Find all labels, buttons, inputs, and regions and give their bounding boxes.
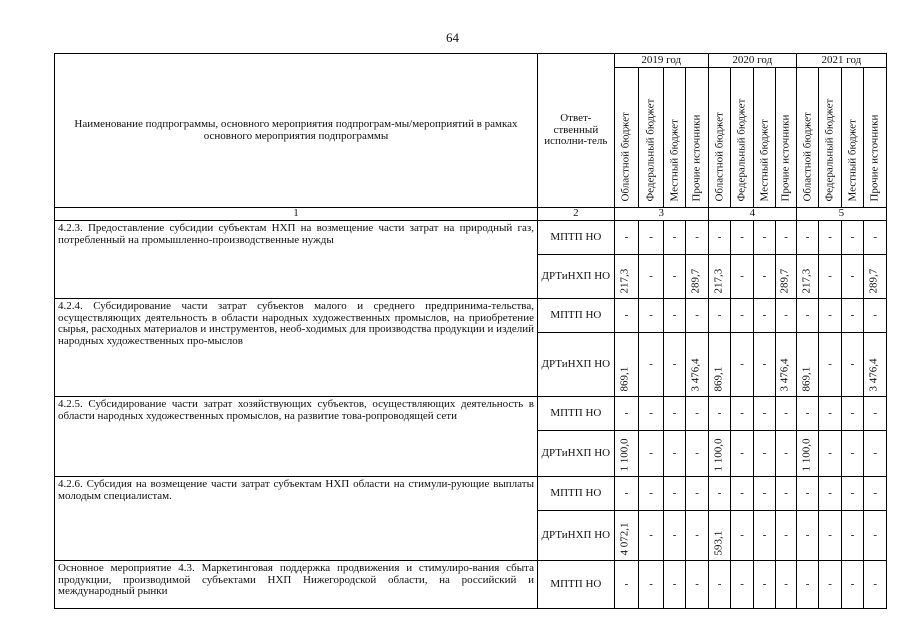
value-cell: [663, 477, 686, 511]
value-cell: [708, 397, 731, 431]
value-cell: [841, 477, 864, 511]
cell-value: -: [828, 446, 832, 459]
value-cell: [819, 397, 842, 431]
value-cell: [841, 299, 864, 333]
cell-value: -: [873, 406, 877, 419]
cell-value: -: [762, 577, 767, 590]
value-cell: [686, 333, 709, 397]
table-row: [55, 397, 887, 431]
value-cell: [686, 299, 709, 333]
cell-value: -: [695, 406, 699, 419]
cell-value: -: [850, 528, 855, 541]
value-cell: [776, 561, 796, 609]
cell-value: 4 072,1: [618, 523, 631, 556]
value-cell: [639, 397, 664, 431]
cell-value: -: [649, 406, 653, 419]
cell-value: -: [695, 446, 699, 459]
cell-value: -: [850, 486, 855, 499]
cell-value: -: [873, 308, 877, 321]
responsible-executor: МПТП НО: [537, 299, 614, 333]
value-cell: [796, 511, 819, 561]
header-source-label: Прочие источники: [779, 115, 792, 202]
header-source-cell: [731, 68, 754, 208]
cell-value: -: [762, 446, 767, 459]
cell-value: -: [873, 577, 877, 590]
header-source-cell: [708, 68, 731, 208]
col-number: 4: [708, 208, 796, 221]
value-cell: [819, 561, 842, 609]
col-number: 2: [537, 208, 614, 221]
cell-value: -: [717, 577, 722, 590]
value-cell: [663, 397, 686, 431]
cell-value: -: [695, 528, 699, 541]
activity-name: 4.2.5. Субсидирование части затрат хозяйствующих субъектов, осуществляющих деятельность в области народных художественных промыслов, на развитие това-ропроводящей сети: [55, 397, 538, 477]
value-cell: [639, 511, 664, 561]
budget-table: [54, 53, 887, 609]
cell-value: -: [762, 528, 767, 541]
value-cell: [864, 255, 887, 299]
header-source-cell: [753, 68, 776, 208]
header-source-cell: [614, 68, 639, 208]
cell-value: -: [850, 577, 855, 590]
cell-value: -: [762, 486, 767, 499]
value-cell: [708, 333, 731, 397]
value-cell: [614, 221, 639, 255]
responsible-executor: МПТП НО: [537, 477, 614, 511]
value-cell: [776, 255, 796, 299]
cell-value: -: [672, 528, 677, 541]
table-row: [55, 299, 887, 333]
cell-value: 3 476,4: [778, 359, 791, 392]
value-cell: [753, 477, 776, 511]
value-cell: [776, 299, 796, 333]
value-cell: [731, 221, 754, 255]
value-cell: [708, 561, 731, 609]
value-cell: [819, 255, 842, 299]
value-cell: [686, 561, 709, 609]
cell-value: -: [762, 357, 767, 370]
col-number: 3: [614, 208, 708, 221]
value-cell: [753, 397, 776, 431]
value-cell: [731, 431, 754, 477]
activity-name: 4.2.4. Субсидирование части затрат субъектов малого и среднего предпринима-тельства, осуществляющих деятельность в области народных художественных промыслов, на приобретение сырья, расходных материалов и инструментов, необ-ходимых для производства продукции и изделий народных художественных про-мыслов: [55, 299, 538, 397]
cell-value: -: [828, 269, 832, 282]
value-cell: [663, 255, 686, 299]
page-number: 64: [446, 30, 459, 45]
value-cell: [864, 333, 887, 397]
cell-value: -: [717, 308, 722, 321]
value-cell: [819, 221, 842, 255]
value-cell: [639, 299, 664, 333]
value-cell: [776, 477, 796, 511]
header-source-label: Местный бюджет: [668, 119, 680, 202]
value-cell: [686, 397, 709, 431]
cell-value: -: [805, 486, 810, 499]
header-source-label: Федеральный бюджет: [644, 99, 657, 202]
value-cell: [614, 561, 639, 609]
header-source-label: Прочие источники: [868, 115, 881, 202]
value-cell: [614, 397, 639, 431]
cell-value: -: [828, 308, 832, 321]
header-source-cell: [841, 68, 864, 208]
cell-value: -: [784, 308, 788, 321]
value-cell: [841, 333, 864, 397]
cell-value: -: [850, 406, 855, 419]
cell-value: 3 476,4: [689, 359, 702, 392]
table-row: [55, 561, 887, 609]
value-cell: [639, 477, 664, 511]
cell-value: -: [740, 577, 744, 590]
value-cell: [686, 255, 709, 299]
value-cell: [708, 255, 731, 299]
cell-value: -: [828, 357, 832, 370]
header-source-cell: [864, 68, 887, 208]
header-source-label: Областной бюджет: [713, 112, 726, 202]
cell-value: -: [695, 230, 699, 243]
cell-value: -: [717, 486, 722, 499]
cell-value: -: [740, 446, 744, 459]
value-cell: [614, 255, 639, 299]
cell-value: -: [762, 269, 767, 282]
cell-value: -: [624, 486, 629, 499]
cell-value: 217,3: [618, 269, 631, 294]
table-row: [55, 221, 887, 255]
cell-value: -: [850, 269, 855, 282]
value-cell: [864, 299, 887, 333]
header-source-cell: [639, 68, 664, 208]
responsible-executor: ДРТиНХП НО: [537, 255, 614, 299]
cell-value: 1 100,0: [618, 439, 631, 472]
value-cell: [663, 299, 686, 333]
cell-value: -: [805, 230, 810, 243]
value-cell: [841, 561, 864, 609]
cell-value: 217,3: [800, 269, 813, 294]
col-number: 1: [55, 208, 538, 221]
cell-value: -: [850, 446, 855, 459]
cell-value: -: [624, 406, 629, 419]
cell-value: -: [850, 230, 855, 243]
value-cell: [841, 431, 864, 477]
value-cell: [731, 299, 754, 333]
value-cell: [614, 431, 639, 477]
cell-value: -: [672, 269, 677, 282]
header-source-label: Прочие источники: [690, 115, 703, 202]
value-cell: [796, 397, 819, 431]
cell-value: -: [784, 446, 788, 459]
cell-value: -: [740, 308, 744, 321]
value-cell: [639, 333, 664, 397]
cell-value: -: [672, 230, 677, 243]
cell-value: 869,1: [712, 367, 725, 392]
value-cell: [864, 561, 887, 609]
cell-value: -: [624, 230, 629, 243]
cell-value: -: [624, 308, 629, 321]
value-cell: [663, 511, 686, 561]
cell-value: -: [828, 406, 832, 419]
value-cell: [708, 511, 731, 561]
value-cell: [864, 511, 887, 561]
value-cell: [796, 299, 819, 333]
cell-value: -: [805, 406, 810, 419]
cell-value: -: [649, 577, 653, 590]
cell-value: -: [649, 486, 653, 499]
cell-value: -: [649, 308, 653, 321]
value-cell: [686, 477, 709, 511]
cell-value: -: [784, 230, 788, 243]
cell-value: -: [805, 577, 810, 590]
value-cell: [614, 299, 639, 333]
cell-value: -: [828, 486, 832, 499]
responsible-executor: ДРТиНХП НО: [537, 511, 614, 561]
value-cell: [753, 221, 776, 255]
cell-value: -: [649, 528, 653, 541]
activity-name: 4.2.3. Предоставление субсидии субъектам НХП на возмещение части затрат на природный газ, потребленный на промышленно-производственные нужды: [55, 221, 538, 299]
col-number: 5: [796, 208, 886, 221]
value-cell: [731, 511, 754, 561]
header-source-label: Областной бюджет: [619, 112, 632, 202]
cell-value: -: [784, 577, 788, 590]
header-source-cell: [819, 68, 842, 208]
header-source-label: Федеральный бюджет: [823, 99, 836, 202]
value-cell: [776, 333, 796, 397]
value-cell: [796, 561, 819, 609]
value-cell: [753, 561, 776, 609]
value-cell: [864, 397, 887, 431]
value-cell: [663, 221, 686, 255]
header-name-column: Наименование подпрограммы, основного мероприятия подпрограм-мы/мероприятий в рамках основного мероприятия подпрограммы: [55, 54, 538, 208]
value-cell: [663, 431, 686, 477]
value-cell: [796, 255, 819, 299]
header-source-cell: [796, 68, 819, 208]
cell-value: 1 100,0: [712, 439, 725, 472]
cell-value: -: [873, 230, 877, 243]
value-cell: [639, 561, 664, 609]
cell-value: -: [740, 486, 744, 499]
cell-value: -: [649, 269, 653, 282]
responsible-executor: ДРТиНХП НО: [537, 431, 614, 477]
value-cell: [864, 477, 887, 511]
cell-value: 3 476,4: [867, 359, 880, 392]
cell-value: -: [695, 577, 699, 590]
cell-value: -: [762, 406, 767, 419]
cell-value: -: [828, 577, 832, 590]
cell-value: -: [672, 577, 677, 590]
value-cell: [841, 221, 864, 255]
cell-value: -: [672, 486, 677, 499]
value-cell: [819, 511, 842, 561]
cell-value: -: [805, 308, 810, 321]
header-source-label: Федеральный бюджет: [735, 99, 748, 202]
value-cell: [819, 431, 842, 477]
value-cell: [639, 431, 664, 477]
cell-value: 289,7: [778, 269, 791, 294]
value-cell: [753, 511, 776, 561]
cell-value: 869,1: [800, 367, 813, 392]
header-year-2020: 2020 год: [708, 54, 796, 68]
header-year-2019: 2019 год: [614, 54, 708, 68]
cell-value: -: [805, 528, 810, 541]
header-source-label: Областной бюджет: [801, 112, 814, 202]
value-cell: [614, 511, 639, 561]
cell-value: 869,1: [618, 367, 631, 392]
cell-value: -: [649, 446, 653, 459]
value-cell: [796, 477, 819, 511]
value-cell: [731, 561, 754, 609]
value-cell: [686, 221, 709, 255]
value-cell: [639, 221, 664, 255]
cell-value: -: [873, 486, 877, 499]
cell-value: 217,3: [712, 269, 725, 294]
cell-value: 593,1: [712, 531, 725, 556]
cell-value: -: [784, 486, 788, 499]
cell-value: -: [762, 308, 767, 321]
responsible-executor: ДРТиНХП НО: [537, 333, 614, 397]
value-cell: [776, 221, 796, 255]
cell-value: -: [740, 528, 744, 541]
cell-value: -: [672, 357, 677, 370]
cell-value: -: [740, 406, 744, 419]
cell-value: 1 100,0: [800, 439, 813, 472]
header-source-cell: [663, 68, 686, 208]
header-source-cell: [686, 68, 709, 208]
cell-value: -: [695, 486, 699, 499]
value-cell: [708, 221, 731, 255]
cell-value: -: [717, 230, 722, 243]
value-cell: [708, 431, 731, 477]
cell-value: -: [740, 230, 744, 243]
header-source-label: Местный бюджет: [758, 119, 771, 202]
value-cell: [663, 561, 686, 609]
cell-value: 289,7: [867, 269, 880, 294]
cell-value: -: [624, 577, 629, 590]
value-cell: [753, 299, 776, 333]
value-cell: [864, 221, 887, 255]
cell-value: -: [784, 406, 788, 419]
cell-value: -: [672, 446, 677, 459]
value-cell: [796, 431, 819, 477]
cell-value: -: [740, 269, 744, 282]
cell-value: -: [828, 528, 832, 541]
cell-value: -: [717, 406, 722, 419]
value-cell: [731, 477, 754, 511]
table-row: [55, 477, 887, 511]
cell-value: -: [850, 308, 855, 321]
activity-name: 4.2.6. Субсидия на возмещение части затрат субъектам НХП области на стимули-рующие выплаты молодым специалистам.: [55, 477, 538, 561]
value-cell: [753, 255, 776, 299]
value-cell: [776, 511, 796, 561]
value-cell: [864, 431, 887, 477]
value-cell: [841, 255, 864, 299]
cell-value: -: [873, 528, 877, 541]
value-cell: [753, 431, 776, 477]
value-cell: [731, 333, 754, 397]
cell-value: -: [649, 230, 653, 243]
value-cell: [776, 397, 796, 431]
responsible-executor: МПТП НО: [537, 397, 614, 431]
value-cell: [686, 511, 709, 561]
cell-value: -: [672, 406, 677, 419]
header-source-label: Местный бюджет: [846, 119, 859, 202]
header-year-2021: 2021 год: [796, 54, 886, 68]
value-cell: [639, 255, 664, 299]
value-cell: [796, 221, 819, 255]
cell-value: -: [762, 230, 767, 243]
value-cell: [663, 333, 686, 397]
header-source-cell: [776, 68, 796, 208]
value-cell: [614, 333, 639, 397]
cell-value: -: [784, 528, 788, 541]
cell-value: -: [695, 308, 699, 321]
value-cell: [731, 255, 754, 299]
value-cell: [819, 477, 842, 511]
cell-value: -: [672, 308, 677, 321]
cell-value: 289,7: [689, 269, 702, 294]
cell-value: -: [649, 357, 653, 370]
value-cell: [753, 333, 776, 397]
cell-value: -: [873, 446, 877, 459]
cell-value: -: [740, 357, 744, 370]
value-cell: [686, 431, 709, 477]
value-cell: [614, 477, 639, 511]
value-cell: [819, 333, 842, 397]
cell-value: -: [850, 357, 855, 370]
value-cell: [841, 397, 864, 431]
value-cell: [708, 299, 731, 333]
value-cell: [731, 397, 754, 431]
activity-name: Основное мероприятие 4.3. Маркетинговая поддержка продвижения и стимулиро-вания сбыта продукции, производимой субъектами НХП Нижегородской области, на российский и международный рынки: [55, 561, 538, 609]
value-cell: [708, 477, 731, 511]
responsible-executor: МПТП НО: [537, 561, 614, 609]
responsible-executor: МПТП НО: [537, 221, 614, 255]
value-cell: [776, 431, 796, 477]
cell-value: -: [828, 230, 832, 243]
header-responsible-column: Ответ-ственный исполни-тель: [537, 54, 614, 208]
value-cell: [796, 333, 819, 397]
value-cell: [841, 511, 864, 561]
value-cell: [819, 299, 842, 333]
